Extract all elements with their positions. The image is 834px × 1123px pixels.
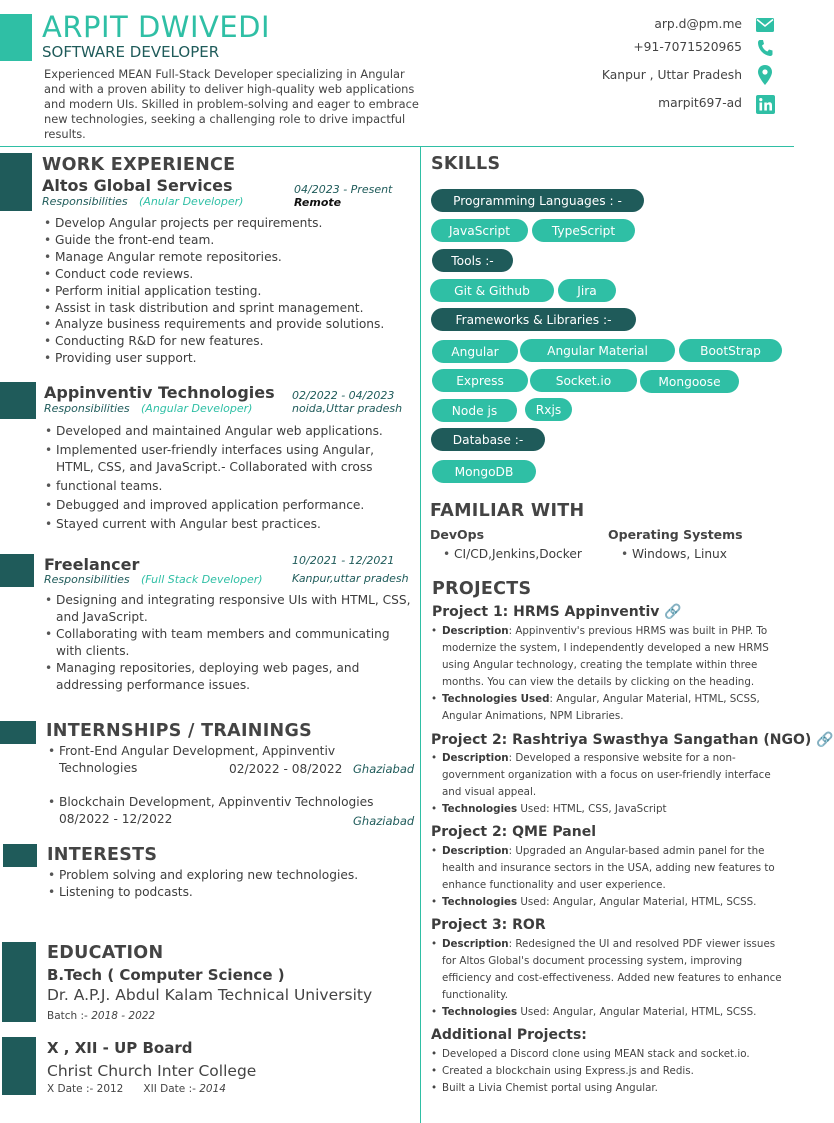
tech-label: Technologies — [442, 896, 518, 908]
description-label: Description — [442, 938, 509, 950]
company-name: Freelancer — [44, 555, 140, 574]
skill-category-tools: Tools :- — [432, 249, 513, 272]
skill-pill: JavaScript — [431, 219, 528, 242]
list-item — [48, 794, 418, 811]
list-item — [431, 750, 784, 801]
list-item: • Conducting R&D for new features. — [44, 333, 414, 350]
job-bullets — [45, 592, 417, 693]
tech-label: Technologies Used — [442, 693, 550, 705]
x-date-value: 2012 — [96, 1083, 124, 1095]
batch-value: 2018 - 2022 — [91, 1010, 156, 1022]
job-bullets — [45, 423, 405, 532]
project-title[interactable] — [432, 604, 682, 620]
contact-linkedin[interactable]: marpit697-ad — [658, 96, 742, 110]
description-label: Description — [442, 845, 509, 857]
responsibilities-label: Responsibilities — [44, 402, 130, 415]
internship-name: Blockchain Development, Appinventiv Technologies — [59, 795, 374, 809]
internship-dates: 02/2022 - 08/2022 — [229, 762, 343, 776]
job-dates: 04/2023 - Present — [294, 183, 393, 196]
list-item — [431, 843, 784, 894]
skill-pill: Angular Material — [520, 339, 675, 362]
list-item — [431, 894, 784, 911]
list-item: • Analyze business requirements and provide solutions. — [44, 316, 414, 333]
skill-pill: Jira — [558, 279, 616, 302]
list-item: • Listening to podcasts. — [48, 884, 408, 901]
profile-summary: Experienced MEAN Full-Stack Developer specializing in Angular and with a proven ability to deliver high-quality web applications and modern UIs. Skilled in problem-solving and eager to embrace new technologies, seeking a challenging role to drive impactful results. — [44, 67, 419, 141]
internship-dates: 08/2022 - 12/2022 — [59, 812, 173, 826]
skill-pill: MongoDB — [432, 460, 536, 483]
xii-date-value: 2014 — [199, 1083, 226, 1095]
list-item: • Created a blockchain using Express.js and Redis. — [431, 1063, 786, 1080]
additional-projects-list — [431, 1046, 786, 1097]
skill-pill: Mongoose — [640, 370, 739, 393]
education-section-marker — [2, 942, 36, 1022]
project-title-text: Project 2: Rashtriya Swasthya Sangathan (NGO) — [431, 732, 812, 748]
list-item: • Manage Angular remote repositories. — [44, 249, 414, 266]
work-section-marker — [0, 153, 32, 211]
job-role: (Angular Developer) — [141, 402, 253, 415]
batch — [47, 1010, 155, 1022]
header-divider — [0, 146, 794, 147]
list-item — [431, 1004, 786, 1021]
contact-phone[interactable]: +91-7071520965 — [633, 40, 742, 54]
description-text: : Appinventiv's previous HRMS was built in PHP. To modernize the system, I independently developed a new HRMS using Angular technology, creating the template within three months. You can view the details by clicking on the heading. — [442, 625, 769, 688]
list-item: • Implemented user-friendly interfaces using Angular, HTML, CSS, and JavaScript.- Collaborated with cross — [45, 442, 405, 476]
responsibilities-label: Responsibilities — [42, 195, 128, 208]
list-item: • Debugged and improved application performance. — [45, 497, 405, 514]
university: Dr. A.P.J. Abdul Kalam Technical University — [47, 986, 373, 1004]
job-bullets — [44, 215, 414, 367]
list-item: • Problem solving and exploring new technologies. — [48, 867, 408, 884]
job-dates: 10/2021 - 12/2021 — [292, 554, 395, 567]
tech-text: Used: HTML, CSS, JavaScript — [517, 803, 667, 815]
company-name: Altos Global Services — [42, 176, 233, 195]
job-role: (Full Stack Developer) — [141, 573, 263, 586]
devops-label: DevOps — [430, 527, 485, 542]
school-dates — [47, 1083, 226, 1095]
tech-text: Used: Angular, Angular Material, HTML, SCSS. — [517, 896, 757, 908]
list-item: • Collaborating with team members and communicating with clients. — [45, 626, 417, 660]
school-marker — [2, 1037, 36, 1095]
internship-name-cont: Technologies — [59, 760, 138, 775]
education-title: EDUCATION — [47, 943, 164, 963]
project-title-text: Project 1: HRMS Appinventiv — [432, 604, 660, 620]
link-icon: 🔗 — [816, 732, 834, 748]
column-divider — [420, 147, 421, 1123]
list-item: • functional teams. — [45, 478, 405, 495]
list-item: • Develop Angular projects per requirements. — [44, 215, 414, 232]
internships-section-marker — [0, 721, 36, 744]
skill-category-frameworks: Frameworks & Libraries :- — [431, 308, 636, 331]
project-details — [431, 843, 784, 911]
list-item: • Guide the front-end team. — [44, 232, 414, 249]
job-location: Remote — [294, 196, 342, 209]
contact-location: Kanpur , Uttar Pradesh — [601, 68, 742, 82]
job-role: (Anular Developer) — [139, 195, 244, 208]
location-icon — [756, 66, 774, 84]
os-list — [621, 546, 781, 563]
list-item — [431, 936, 786, 1004]
skill-pill: Git & Github — [430, 279, 554, 302]
skill-pill: Socket.io — [530, 369, 637, 392]
linkedin-icon — [756, 95, 774, 113]
job-marker — [0, 382, 36, 419]
responsibilities-label: Responsibilities — [44, 573, 130, 586]
project-title-text: Project 3: ROR — [431, 917, 546, 933]
school-degree: X , XII - UP Board — [47, 1039, 193, 1057]
description-text: : Upgraded an Angular-based admin panel for the health and insurance sectors in the USA, adding new features to enhance functionality and user experience. — [442, 845, 775, 891]
interests-section-marker — [3, 844, 37, 867]
skill-category-languages: Programming Languages : - — [431, 189, 644, 212]
link-icon: 🔗 — [664, 604, 682, 620]
projects-title: PROJECTS — [432, 579, 532, 599]
description-text: : Redesigned the UI and resolved PDF viewer issues for Altos Global's document processing system, improving efficiency and cost-effectiveness. Added new features to enhance functionality. — [442, 938, 782, 1001]
list-item — [431, 691, 784, 725]
tech-text: Used: Angular, Angular Material, HTML, SCSS. — [517, 1006, 757, 1018]
phone-icon — [756, 39, 774, 57]
xii-date-label: XII Date :- — [143, 1083, 196, 1095]
internships-title: INTERNSHIPS / TRAININGS — [46, 721, 313, 741]
internship-list — [48, 794, 418, 811]
job-location: Kanpur,uttar pradesh — [292, 572, 409, 585]
list-item: • Windows, Linux — [621, 546, 781, 563]
skills-title: SKILLS — [431, 154, 501, 174]
list-item: • Developed a Discord clone using MEAN stack and socket.io. — [431, 1046, 786, 1063]
list-item: • CI/CD,Jenkins,Docker — [443, 546, 603, 563]
familiar-title: FAMILIAR WITH — [430, 501, 585, 521]
interests-title: INTERESTS — [47, 845, 158, 865]
devops-list — [443, 546, 603, 563]
list-item: • Providing user support. — [44, 350, 414, 367]
project-details — [431, 936, 786, 1021]
list-item: • Designing and integrating responsive UIs with HTML, CSS, and JavaScript. — [45, 592, 417, 626]
list-item: • Developed and maintained Angular web applications. — [45, 423, 405, 440]
mail-icon — [756, 16, 774, 34]
candidate-role: SOFTWARE DEVELOPER — [42, 43, 220, 61]
skill-pill: TypeScript — [532, 219, 635, 242]
school-name: Christ Church Inter College — [47, 1062, 257, 1080]
project-details — [431, 750, 784, 818]
project-details — [431, 623, 784, 725]
description-text: : Developed a responsive website for a non-government organization with a focus on user-friendly interface and visual appeal. — [442, 752, 771, 798]
list-item — [431, 801, 784, 818]
skill-pill: Rxjs — [525, 398, 572, 421]
internship-location: Ghaziabad — [353, 814, 415, 828]
company-name: Appinventiv Technologies — [44, 383, 275, 402]
tech-label: Technologies — [442, 1006, 518, 1018]
tech-label: Technologies — [442, 803, 518, 815]
project-title-text: Project 2: QME Panel — [431, 824, 597, 840]
list-item: • Stayed current with Angular best practices. — [45, 516, 405, 533]
project-title — [431, 824, 596, 840]
internship-location: Ghaziabad — [353, 762, 415, 776]
project-title[interactable] — [431, 732, 834, 748]
x-date-label: X Date :- — [47, 1083, 94, 1095]
header-accent-bar — [0, 14, 32, 61]
additional-projects-title: Additional Projects: — [431, 1027, 587, 1043]
degree: B.Tech ( Computer Science ) — [47, 966, 285, 984]
skill-pill: Node js — [432, 399, 517, 422]
skill-pill: Express — [432, 369, 528, 392]
skill-pill: BootStrap — [679, 339, 782, 362]
job-dates: 02/2022 - 04/2023 — [292, 389, 395, 402]
os-label: Operating Systems — [608, 527, 743, 542]
skill-pill: Angular — [432, 340, 518, 363]
skill-category-database: Database :- — [431, 428, 545, 451]
job-location: noida,Uttar pradesh — [292, 402, 403, 415]
list-item: • Managing repositories, deploying web pages, and addressing performance issues. — [45, 660, 417, 694]
list-item: • Built a Livia Chemist portal using Angular. — [431, 1080, 786, 1097]
batch-label: Batch :- — [47, 1010, 88, 1022]
description-label: Description — [442, 752, 509, 764]
list-item: • Assist in task distribution and sprint management. — [44, 300, 414, 317]
candidate-name: ARPIT DWIVEDI — [42, 10, 271, 44]
work-experience-title: WORK EXPERIENCE — [42, 155, 236, 175]
list-item: • Perform initial application testing. — [44, 283, 414, 300]
tech-text: : Angular, Angular Material, HTML, SCSS, Angular Animations, NPM Libraries. — [442, 693, 760, 722]
interests-list — [48, 867, 408, 901]
description-label: Description — [442, 625, 509, 637]
list-item: • Conduct code reviews. — [44, 266, 414, 283]
list-item — [431, 623, 784, 691]
contact-email[interactable]: arp.d@pm.me — [654, 17, 742, 31]
internship-name: Front-End Angular Development, Appinventiv — [59, 744, 336, 758]
job-marker — [0, 554, 34, 587]
project-title — [431, 917, 546, 933]
